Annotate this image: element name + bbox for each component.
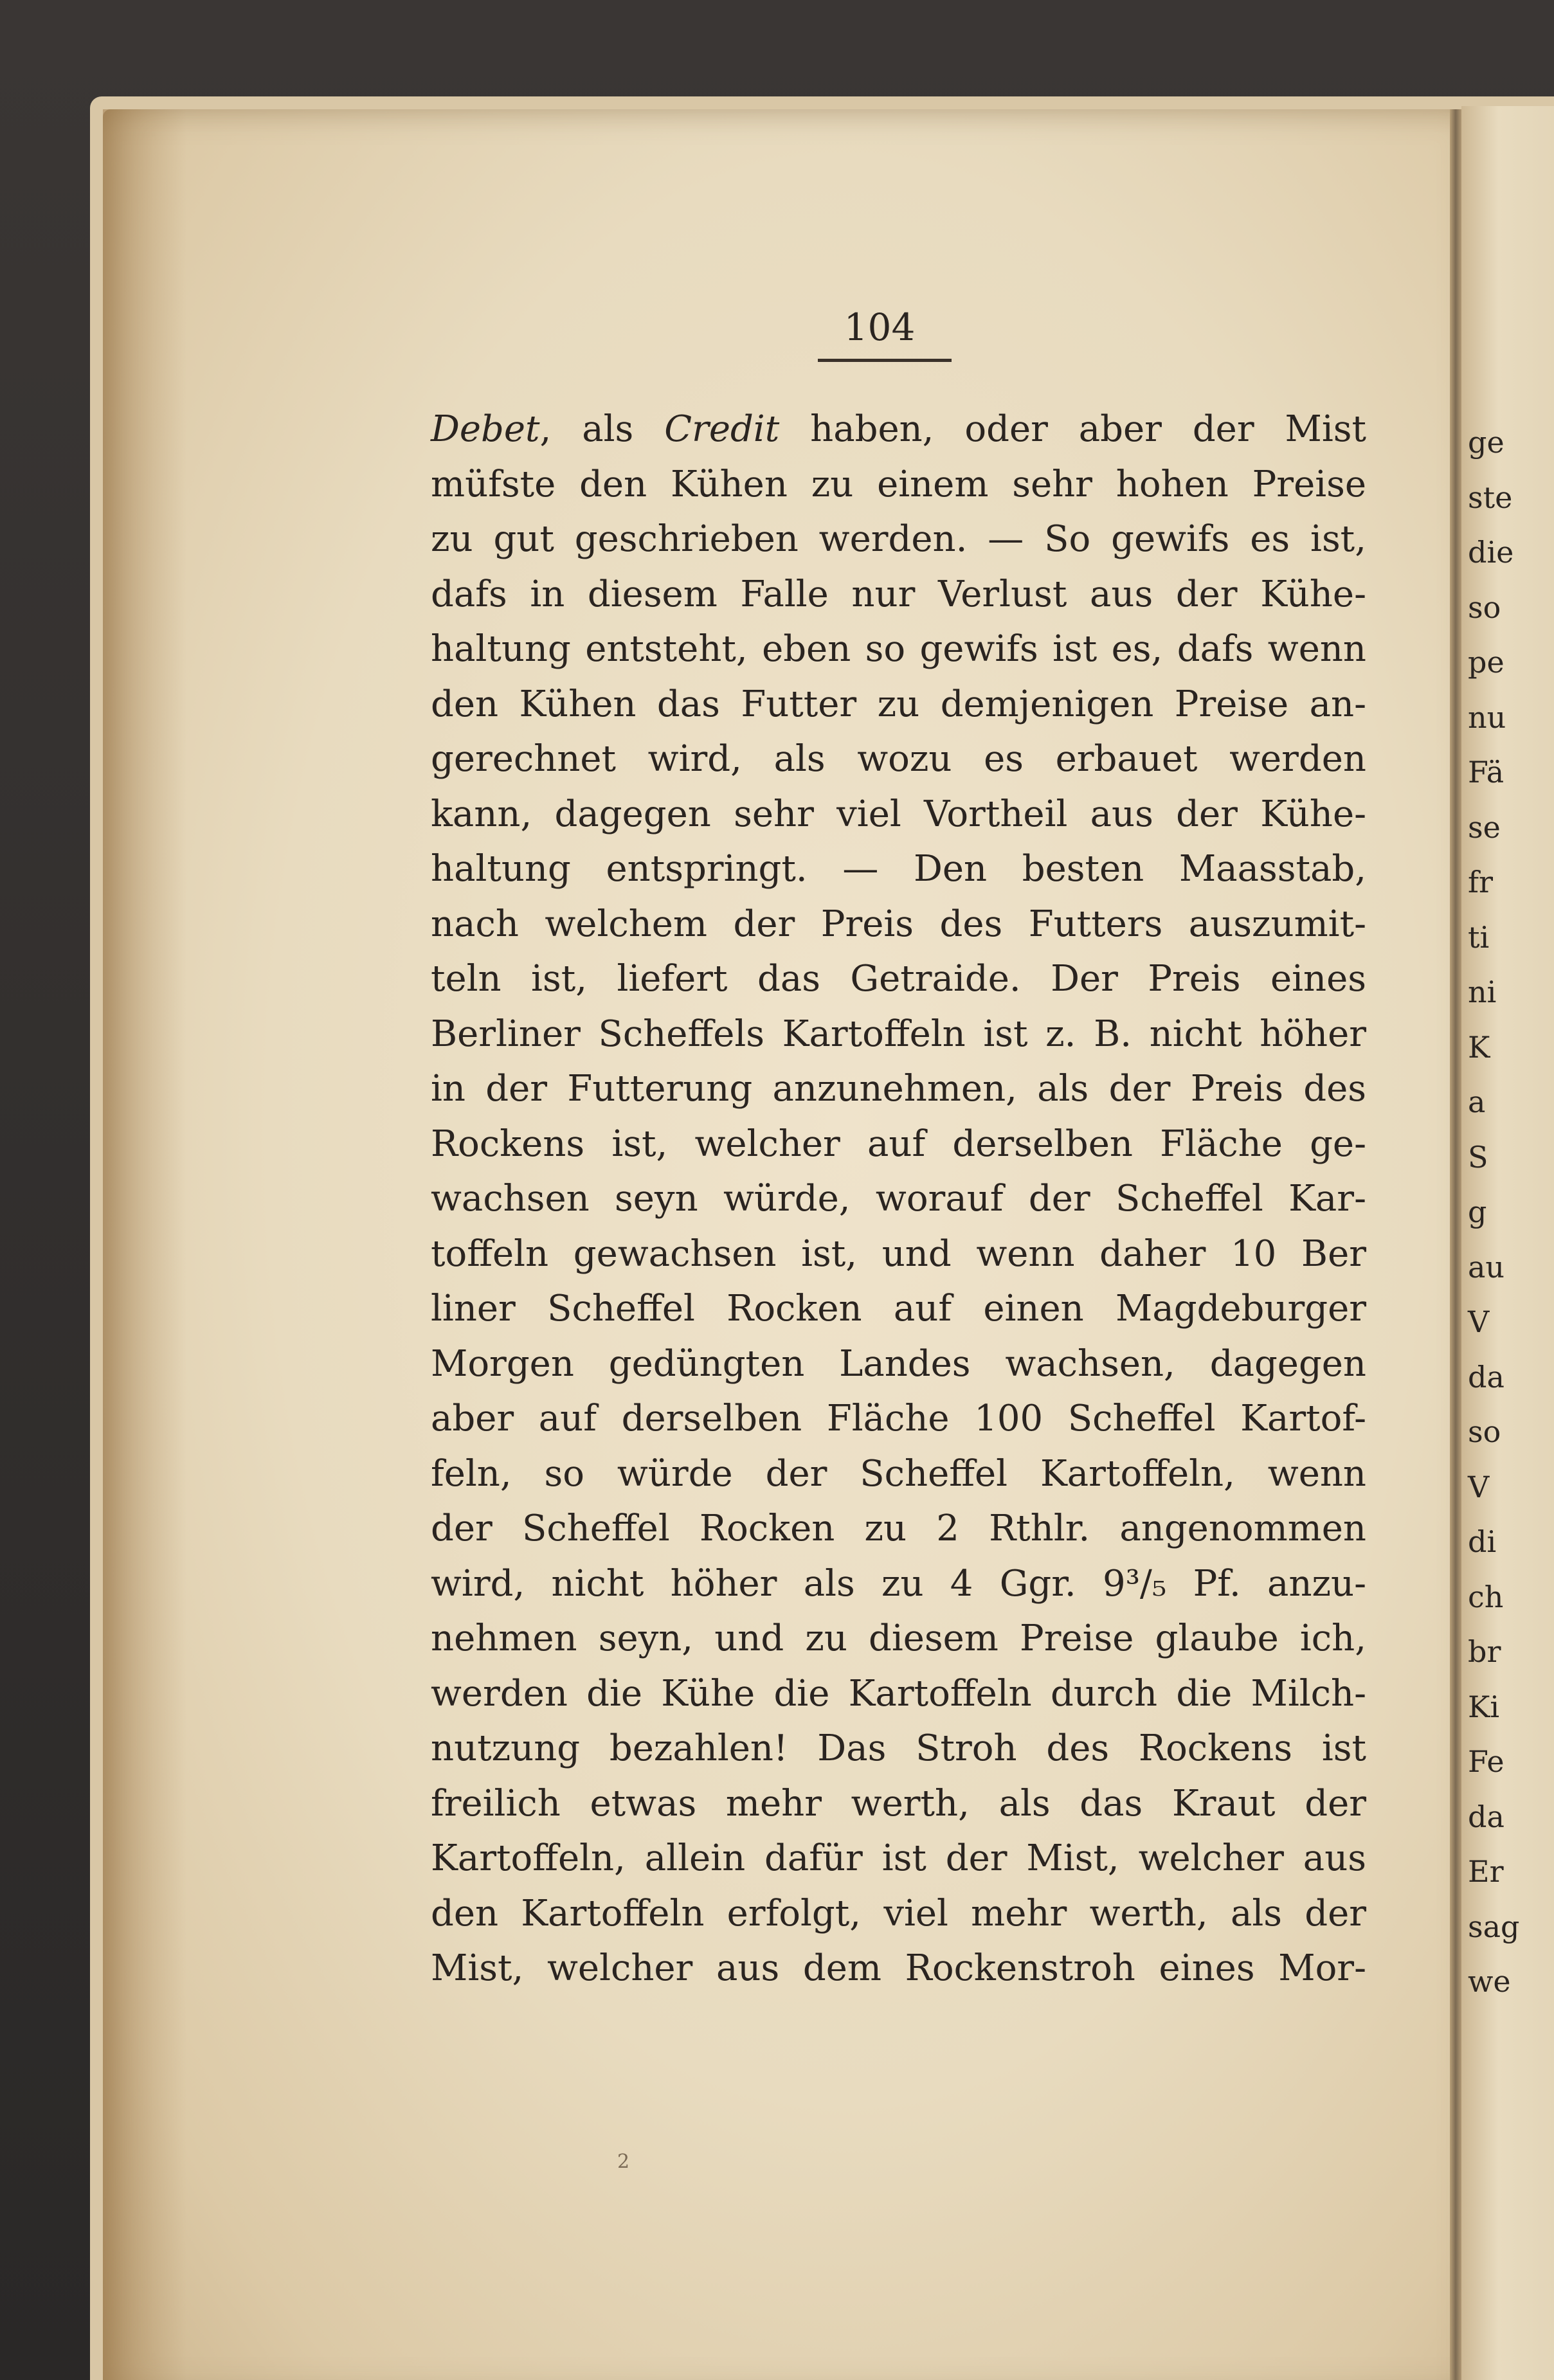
facing-page-fragment: Fe xyxy=(1468,1744,1504,1779)
text-line xyxy=(431,1941,1366,1996)
facing-page-fragment: se xyxy=(1468,809,1501,845)
facing-page-fragment: Ki xyxy=(1468,1689,1500,1724)
text-line xyxy=(431,1776,1366,1832)
text-segment: freilich etwas mehr werth, als das Kraut der xyxy=(431,1782,1366,1825)
text-line xyxy=(431,787,1366,842)
text-segment: der Scheffel Rocken zu 2 Rthlr. angenommen xyxy=(431,1508,1366,1549)
text-line xyxy=(431,1556,1366,1612)
text-line xyxy=(431,512,1366,567)
facing-page-fragment: da xyxy=(1468,1799,1504,1834)
text-line xyxy=(431,732,1366,787)
text-segment: Berliner Scheffels Kartoffeln ist z. B. nicht höher xyxy=(431,1013,1366,1055)
text-segment: teln ist, liefert das Getraide. Der Preis eines xyxy=(431,958,1366,1000)
text-line xyxy=(431,1611,1366,1666)
text-line xyxy=(431,622,1366,677)
facing-page-fragment: ge xyxy=(1468,425,1504,460)
text-line xyxy=(431,1391,1366,1447)
facing-page-fragment: da xyxy=(1468,1359,1504,1394)
facing-page-fragment: ste xyxy=(1468,480,1513,515)
page-edge-stain xyxy=(103,109,186,2380)
text-segment: liner Scheffel Rocken auf einen Magdeburger xyxy=(431,1288,1366,1330)
text-line xyxy=(431,1171,1366,1227)
text-segment: aber auf derselben Fläche 100 Scheffel Kartof- xyxy=(431,1398,1366,1439)
facing-page-fragment: so xyxy=(1468,1414,1501,1449)
text-segment: nach welchem der Preis des Futters auszumit- xyxy=(431,903,1366,945)
next-page-edge xyxy=(1461,106,1554,2380)
text-segment: müfste den Kühen zu einem sehr hohen Preise xyxy=(431,463,1366,505)
text-line xyxy=(431,677,1366,732)
text-line xyxy=(431,402,1366,457)
facing-page-fragment: we xyxy=(1468,1964,1511,1999)
text-segment: werden die Kühe die Kartoffeln durch die Milch- xyxy=(431,1672,1366,1715)
text-segment: Morgen gedüngten Landes wachsen, dagegen xyxy=(431,1342,1366,1385)
facing-page-fragment: V xyxy=(1468,1469,1490,1504)
text-line xyxy=(431,1447,1366,1502)
text-segment: haben, oder aber der Mist xyxy=(779,408,1366,450)
facing-page-fragment: au xyxy=(1468,1249,1505,1285)
facing-page-fragment: g xyxy=(1468,1195,1487,1229)
facing-page-fragment: Fä xyxy=(1468,755,1504,789)
book-gutter xyxy=(1450,109,1461,2380)
text-segment: , als xyxy=(539,408,665,450)
facing-page-fragment: K xyxy=(1468,1029,1490,1065)
facing-page-fragment: die xyxy=(1468,535,1514,570)
text-segment: Credit xyxy=(664,408,780,450)
text-line xyxy=(431,1666,1366,1722)
text-line xyxy=(431,1337,1366,1392)
text-segment: Mist, welcher aus dem Rockenstroh eines Mor- xyxy=(431,1947,1366,1989)
text-line xyxy=(431,1831,1366,1886)
text-line xyxy=(431,1886,1366,1942)
text-segment: haltung entsteht, eben so gewifs ist es, dafs wenn xyxy=(431,628,1366,670)
header-rule xyxy=(818,359,952,362)
text-line xyxy=(431,1117,1366,1172)
text-line xyxy=(431,1501,1366,1556)
text-segment: feln, so würde der Scheffel Kartoffeln, wenn xyxy=(431,1452,1366,1495)
text-line xyxy=(431,1007,1366,1062)
facing-page-fragment: sag xyxy=(1468,1909,1520,1944)
text-segment: zu gut geschrieben werden. — So gewifs es ist, xyxy=(431,518,1366,560)
facing-page-fragment: ti xyxy=(1468,919,1490,955)
text-segment: Kartoffeln, allein dafür ist der Mist, welcher aus xyxy=(431,1837,1366,1879)
text-segment: den Kartoffeln erfolgt, viel mehr werth, als der xyxy=(431,1892,1366,1934)
facing-page-fragment: S xyxy=(1468,1139,1488,1175)
text-segment: gerechnet wird, als wozu es erbauet werden xyxy=(431,738,1366,780)
text-segment: haltung entspringt. — Den besten Maasstab, xyxy=(431,848,1366,890)
text-segment: Rockens ist, welcher auf derselben Fläche ge- xyxy=(431,1122,1366,1165)
facing-page-fragment: ch xyxy=(1468,1579,1504,1614)
text-line xyxy=(431,842,1366,897)
facing-page-fragment: pe xyxy=(1468,645,1504,680)
text-segment: nehmen seyn, und zu diesem Preise glaube ich, xyxy=(431,1618,1366,1659)
text-line xyxy=(431,1281,1366,1337)
text-segment: toffeln gewachsen ist, und wenn daher 10 Ber xyxy=(431,1232,1366,1275)
facing-page-fragment: nu xyxy=(1468,699,1506,735)
text-segment: wachsen seyn würde, worauf der Scheffel Kar- xyxy=(431,1178,1366,1220)
text-segment: wird, nicht höher als zu 4 Ggr. 9³/₅ Pf. anzu- xyxy=(431,1562,1366,1605)
text-line xyxy=(431,897,1366,952)
text-line xyxy=(431,951,1366,1007)
text-segment: dafs in diesem Falle nur Verlust aus der Kühe- xyxy=(431,573,1366,615)
text-line xyxy=(431,567,1366,622)
page-number: 104 xyxy=(844,305,916,349)
facing-page-fragment: so xyxy=(1468,590,1501,625)
facing-page-fragment: Er xyxy=(1468,1854,1504,1889)
text-segment: den Kühen das Futter zu demjenigen Preise an- xyxy=(431,683,1366,725)
text-line xyxy=(431,1721,1366,1776)
facing-page-fragment: br xyxy=(1468,1634,1501,1669)
facing-page-fragment: di xyxy=(1468,1524,1497,1559)
facing-page-fragment: a xyxy=(1468,1085,1486,1119)
page-body-text xyxy=(431,402,1366,1996)
footer-mark: 2 xyxy=(617,2150,630,2173)
text-line xyxy=(431,457,1366,512)
text-segment: kann, dagegen sehr viel Vortheil aus der Kühe- xyxy=(431,793,1366,835)
text-segment: Debet xyxy=(431,408,540,450)
text-line xyxy=(431,1061,1366,1117)
text-line xyxy=(431,1227,1366,1282)
facing-page-fragment: V xyxy=(1468,1304,1490,1339)
text-segment: nutzung bezahlen! Das Stroh des Rockens ist xyxy=(431,1727,1366,1769)
facing-page-fragment: ni xyxy=(1468,975,1497,1009)
text-segment: in der Futterung anzunehmen, als der Preis des xyxy=(431,1068,1366,1110)
facing-page-fragment: fr xyxy=(1468,865,1494,899)
